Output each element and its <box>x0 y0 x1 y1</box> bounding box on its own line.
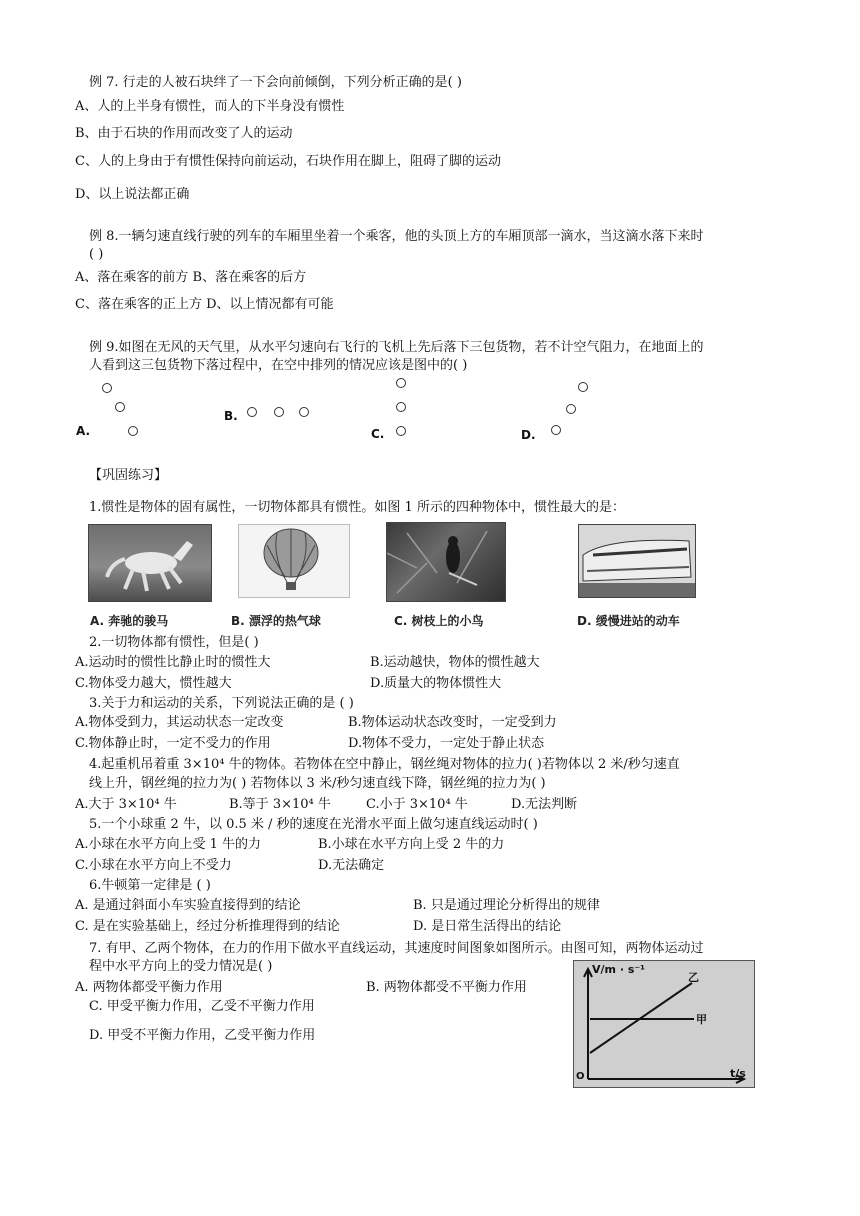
p3-option-a: A.物体受到力，其运动状态一定改变 <box>75 715 284 730</box>
train-image <box>579 525 695 597</box>
ex7-question: 例 7. 行走的人被石块绊了一下会向前倾倒，下列分析正确的是( ) <box>89 75 462 90</box>
graph-drawing <box>574 961 754 1087</box>
p7-question-line2: 程中水平方向上的受力情况是( ) <box>89 959 273 974</box>
p5-option-c: C.小球在水平方向上不受力 <box>75 858 232 873</box>
p6-option-a: A. 是通过斜面小车实验直接得到的结论 <box>75 898 301 913</box>
horse-image <box>89 525 211 601</box>
cargo-circle <box>115 402 125 412</box>
graph-y-label: V/m · s⁻¹ <box>592 963 646 976</box>
caption-b: B. 漂浮的热气球 <box>231 614 321 628</box>
cargo-circle <box>396 378 406 388</box>
ex9-question-line1: 例 9.如图在无风的天气里，从水平匀速向右飞行的飞机上先后落下三包货物，若不计空气阻力，在地面上的 <box>89 340 704 355</box>
cargo-circle <box>128 426 138 436</box>
caption-c: C. 树枝上的小鸟 <box>394 614 484 628</box>
p6-option-c: C. 是在实验基础上，经过分析推理得到的结论 <box>75 919 340 934</box>
ex7-option-c: C、人的上身由于有惯性保持向前运动，石块作用在脚上，阻碍了脚的运动 <box>75 154 501 169</box>
cargo-circle <box>247 407 257 417</box>
p4-option-a: A.大于 3×10⁴ 牛 <box>75 797 177 812</box>
p2-option-a: A.运动时的惯性比静止时的惯性大 <box>75 655 271 670</box>
p7-option-b: B. 两物体都受不平衡力作用 <box>366 980 527 995</box>
option-label: B. <box>224 409 238 423</box>
p2-question: 2.一切物体都有惯性，但是( ) <box>89 635 259 650</box>
p6-question: 6.牛顿第一定律是 ( ) <box>89 878 211 893</box>
p7-option-a: A. 两物体都受平衡力作用 <box>75 980 223 995</box>
graph-x-label: t/s <box>730 1067 746 1080</box>
cargo-circle <box>102 383 112 393</box>
ex9-question-line2: 人看到这三包货物下落过程中，在空中排列的情况应该是图中的( ) <box>89 358 468 373</box>
line-label-jia: 甲 <box>696 1013 707 1026</box>
photo-balloon <box>238 524 350 598</box>
ex8-question-line1: 例 8.一辆匀速直线行驶的列车的车厢里坐着一个乘客，他的头顶上方的车厢顶部一滴水，当这滴水落下来时 <box>89 229 704 244</box>
option-label: A. <box>76 424 91 438</box>
p5-question: 5.一个小球重 2 牛，以 0.5 米 / 秒的速度在光滑水平面上做匀速直线运动时( ) <box>89 817 538 832</box>
cargo-circle <box>566 404 576 414</box>
p2-option-c: C.物体受力越大，惯性越大 <box>75 676 232 691</box>
p4-question-line1: 4.起重机吊着重 3×10⁴ 牛的物体。若物体在空中静止，钢丝绳对物体的拉力( )若物体以 2 米/秒匀速直 <box>89 757 680 772</box>
cargo-circle <box>578 382 588 392</box>
cargo-circle <box>299 407 309 417</box>
p3-option-c: C.物体静止时，一定不受力的作用 <box>75 736 271 751</box>
p6-option-d: D. 是日常生活得出的结论 <box>413 919 562 934</box>
p4-question-line2: 线上升，钢丝绳的拉力为( ) 若物体以 3 米/秒匀速直线下降，钢丝绳的拉力为( ) <box>89 776 546 791</box>
ex8-options-ab: A、落在乘客的前方 B、落在乘客的后方 <box>75 270 307 285</box>
ex8-options-cd: C、落在乘客的正上方 D、以上情况都有可能 <box>75 297 334 312</box>
section-heading: 【巩固练习】 <box>89 468 168 483</box>
p5-option-b: B.小球在水平方向上受 2 牛的力 <box>318 837 505 852</box>
graph-origin-label: O <box>576 1071 585 1082</box>
velocity-time-graph <box>573 960 755 1088</box>
photo-horse <box>88 524 212 602</box>
p6-option-b: B. 只是通过理论分析得出的规律 <box>413 898 600 913</box>
cargo-circle <box>274 407 284 417</box>
p4-option-d: D.无法判断 <box>511 797 578 812</box>
p5-option-d: D.无法确定 <box>318 858 385 873</box>
line-label-yi: 乙 <box>688 971 699 984</box>
p7-option-d: D. 甲受不平衡力作用，乙受平衡力作用 <box>89 1028 316 1043</box>
photo-train <box>578 524 696 598</box>
cargo-circle <box>396 426 406 436</box>
photo-bird <box>386 522 506 602</box>
p4-option-b: B.等于 3×10⁴ 牛 <box>229 797 331 812</box>
p3-question: 3.关于力和运动的关系，下列说法正确的是 ( ) <box>89 696 354 711</box>
caption-a: A. 奔驰的骏马 <box>90 614 169 628</box>
ex7-option-b: B、由于石块的作用而改变了人的运动 <box>75 126 293 141</box>
ex7-option-a: A、人的上半身有惯性，而人的下半身没有惯性 <box>75 99 345 114</box>
p7-option-c: C. 甲受平衡力作用，乙受不平衡力作用 <box>89 999 315 1014</box>
p1-question: 1.惯性是物体的固有属性，一切物体都具有惯性。如图 1 所示的四种物体中，惯性最大的是： <box>89 500 625 515</box>
option-label: C. <box>371 427 385 441</box>
balloon-image <box>239 525 349 597</box>
p2-option-b: B.运动越快，物体的惯性越大 <box>370 655 540 670</box>
p5-option-a: A.小球在水平方向上受 1 牛的力 <box>75 837 262 852</box>
cargo-circle <box>396 402 406 412</box>
p4-option-c: C.小于 3×10⁴ 牛 <box>366 797 468 812</box>
p2-option-d: D.质量大的物体惯性大 <box>370 676 502 691</box>
ex8-question-line2: ( ) <box>89 247 104 262</box>
p3-option-d: D.物体不受力，一定处于静止状态 <box>348 736 545 751</box>
caption-d: D. 缓慢进站的动车 <box>577 614 680 628</box>
bird-image <box>387 523 505 601</box>
p7-question-line1: 7. 有甲、乙两个物体，在力的作用下做水平直线运动，其速度时间图象如图所示。由图可知，两物体运动过 <box>89 941 704 956</box>
p3-option-b: B.物体运动状态改变时，一定受到力 <box>348 715 557 730</box>
ex7-option-d: D、以上说法都正确 <box>75 187 190 202</box>
cargo-circle <box>551 425 561 435</box>
option-label: D. <box>521 428 536 442</box>
